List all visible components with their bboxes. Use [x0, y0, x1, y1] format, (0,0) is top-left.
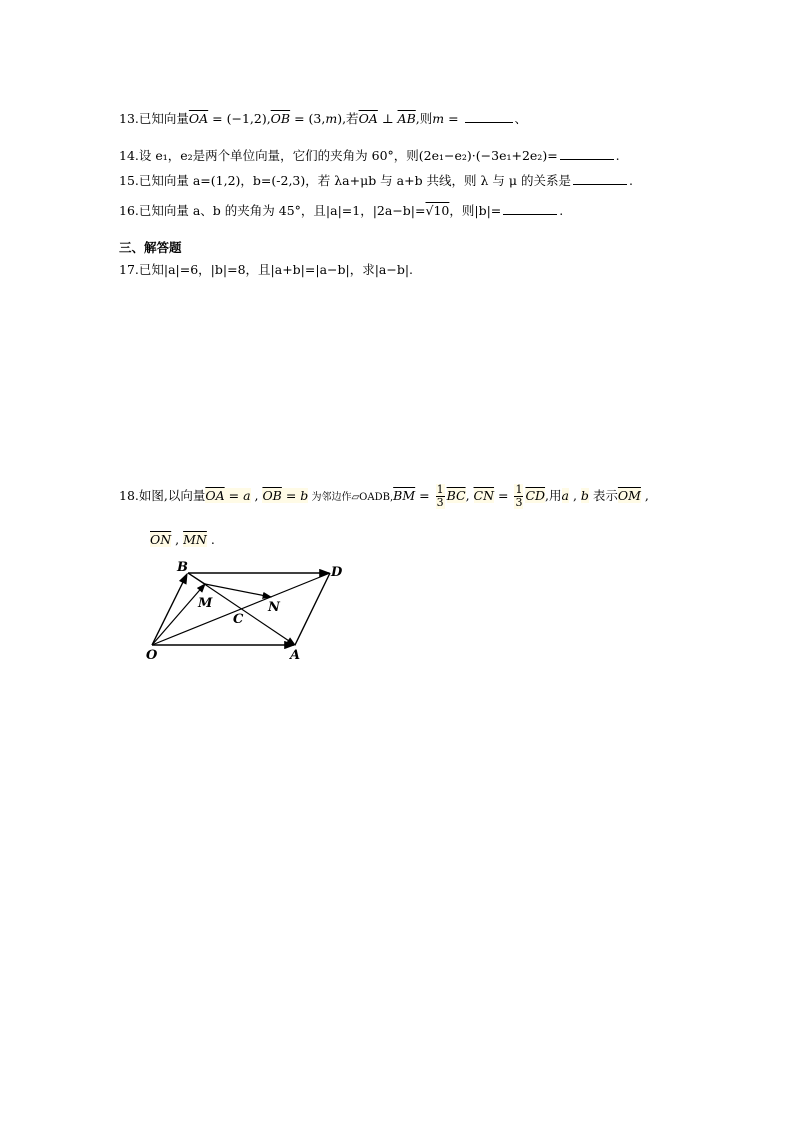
question-18-line-2: $\overline{ON}$ , $\overline{MN}$ .: [150, 532, 215, 547]
section-title: 三、解答题: [119, 240, 182, 255]
answer-blank[interactable]: [573, 172, 627, 185]
fraction-one-third: $\frac{1}{3}$: [436, 483, 444, 509]
label-n: N: [268, 600, 280, 615]
vector-cd: $\overline{CD}$: [525, 488, 546, 503]
vector-a: a: [243, 488, 251, 503]
edge-ad: [295, 573, 330, 645]
label-a: A: [290, 648, 301, 663]
question-14: 14.设 e₁，e₂是两个单位向量，它们的夹角为 60°，则(2e₁−e₂)·(−3e₁+2e₂)= .: [119, 148, 620, 163]
sqrt-10: √10: [425, 203, 450, 218]
vector-on: $\overline{ON}$: [150, 532, 172, 547]
edge-ob: [152, 574, 187, 645]
question-17: 17.已知|a|=6，|b|=8，且|a+b|=|a−b|，求|a−b|.: [119, 262, 414, 277]
question-15: 15.已知向量 a=(1,2)，b=(-2,3)，若 λa+μb 与 a+b 共线，则 λ 与 μ 的关系是 .: [119, 173, 633, 188]
vector-bm: $\overline{BM}$: [393, 488, 416, 503]
vector-ob: $\overline{OB}$: [262, 488, 282, 503]
vector-mn: $\overline{MN}$: [183, 532, 207, 547]
vector-cn: $\overline{CN}$: [473, 488, 495, 503]
question-16: 16.已知向量 a、b 的夹角为 45°，且|a|=1，|2a−b|=√10，则|b|= .: [119, 203, 564, 218]
vector-ab: $\overline{AB}$: [397, 111, 416, 126]
label-d: D: [331, 565, 343, 580]
label-c: C: [233, 612, 244, 627]
vector-oa: $\overline{OA}$: [205, 488, 225, 503]
vector-oa: $\overline{OA}$: [358, 111, 378, 126]
answer-blank[interactable]: [560, 147, 614, 160]
vector-oa: $\overline{OA}$: [188, 111, 209, 126]
answer-blank[interactable]: [465, 110, 513, 123]
label-m: M: [198, 596, 213, 611]
label-b: B: [177, 560, 188, 575]
parallelogram-figure: [140, 555, 360, 670]
vector-bm-line: [188, 573, 205, 584]
vector-b: b: [300, 488, 309, 503]
vector-om: $\overline{OM}$: [617, 488, 641, 503]
label-o: O: [146, 648, 158, 663]
vector-ob: $\overline{OB}$: [270, 111, 291, 126]
vector-a: a: [561, 488, 569, 503]
vector-b: b: [580, 488, 589, 503]
fraction-one-third: $\frac{1}{3}$: [515, 483, 523, 509]
answer-blank[interactable]: [503, 202, 557, 215]
question-18: 18.如图,以向量$\overline{OA} = a$ , $\overline{OB} = b$ 为邻边作$▱OADB,\overline{BM}$ = $\frac{1}{3}$ $\overline{BC}$, $\overline{CN}$ = $\frac{1}{3}$ $\overline{CD}$,用a , b 表示$\overline{OM}$ ,: [119, 483, 649, 509]
vector-om-line: [152, 584, 205, 645]
vector-bc: $\overline{BC}$: [446, 488, 466, 503]
question-13: 13.已知向量$\overline{OA} = (-1,2),\overline{OB} = (3,m)$,若$\overline{OA}$ ⊥ $\overline{AB}$,则m = 、: [119, 111, 528, 126]
